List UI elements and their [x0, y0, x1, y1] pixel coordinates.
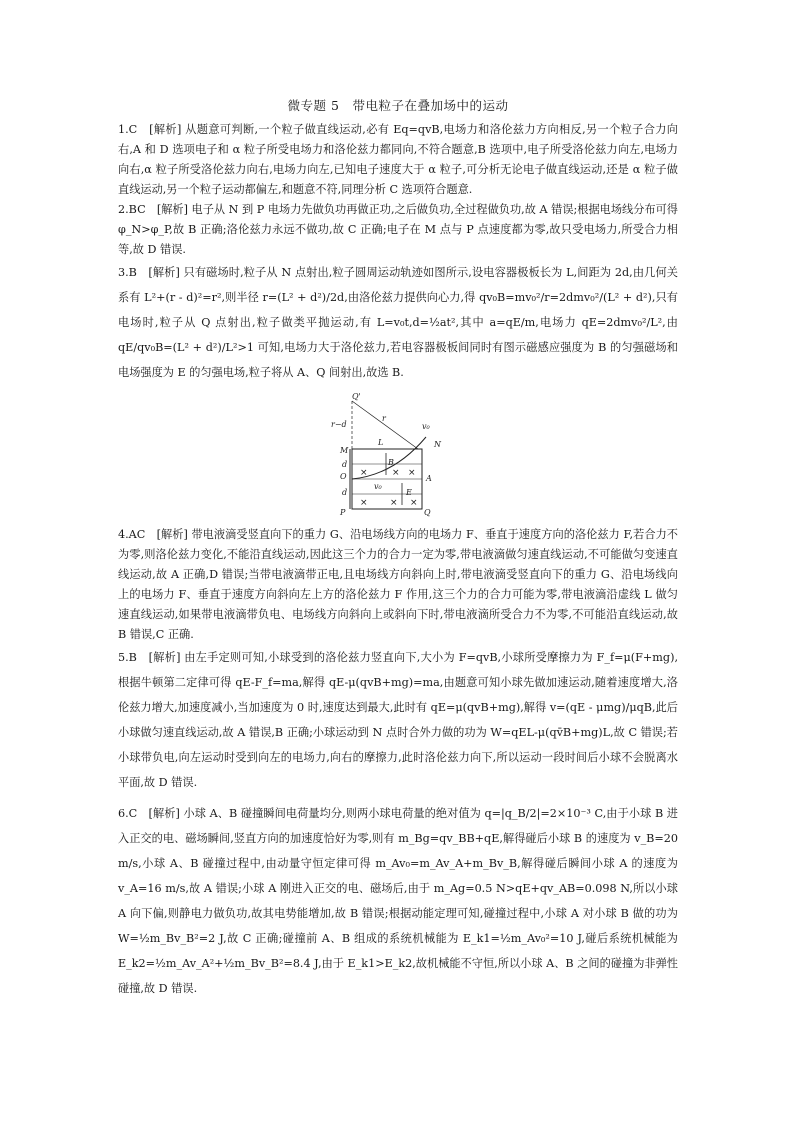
field-x-1: ×: [360, 468, 368, 478]
answer-page: [118, 96, 678, 1001]
particle-trajectory-figure: [330, 391, 440, 519]
field-x-3: ×: [408, 468, 416, 478]
answer-3: 3.B [解析] 只有磁场时,粒子从 N 点射出,粒子圆周运动轨迹如图所示,设电容器极板长为 L,间距为 2d,由几何关系有 L²+(r - d)²=r²,则半径 r=(L² + d²)/2d,由洛伦兹力提供向心力,得 qv₀B=mv₀²/r=2dmv₀²/(L² + d²),只有电场时,粒子从 Q 点射出,粒子做类平抛运动,有 L=v₀t,d=½at²,其中 a=qE/m,电场力 qE=2dmv₀²/L²,由 qE/qv₀B=(L² + d²)/L²>1 可知,电场力大于洛伦兹力,若电容器极板间同时有图示磁感应强度为 B 的匀强磁场和电场强度为 E 的匀强电场,粒子将从 A、Q 间射出,故选 B.: [118, 266, 678, 379]
label-d-upper: d: [342, 460, 348, 469]
answer-4: 4.AC [解析] 带电液滴受竖直向下的重力 G、沿电场线方向的电场力 F、垂直于速度方向的洛伦兹力 F,若合力不为零,则洛伦兹力变化,不能沿直线运动,因此这三个力的合力一定为零,带电液滴做匀速直线运动,不可能做匀变速直线运动,故 A 正确,D 错误;当带电液滴带正电,且电场线方向斜向上时,带电液滴受竖直向下的重力 G、沿电场线向上的电场力 F、垂直于速度方向斜向左上方的洛伦兹力 F 作用,这三个力的合力可能为零,带电液滴沿虚线 L 做匀速直线运动,如果带电液滴带负电、电场线方向斜向上或斜向下时,带电液滴所受合力不为零,不可能沿直线运动,故 B 错误,C 正确.: [118, 528, 678, 641]
label-l: L: [378, 438, 384, 447]
label-b: B: [388, 458, 394, 467]
label-r-minus-d: r−d: [331, 420, 347, 429]
answer-6: 6.C [解析] 小球 A、B 碰撞瞬间电荷量均分,则两小球电荷量的绝对值为 q=|q_B/2|=2×10⁻³ C,由于小球 B 进入正交的电、磁场瞬间,竖直方向的加速度恰好为零,则有 m_Bg=qv_BB+qE,解得碰后小球 B 的速度为 v_B=20 m/s,小球 A、B 碰撞过程中,由动量守恒定律可得 m_Av₀=m_Av_A+m_Bv_B,解得碰后瞬间小球 A 的速度为 v_A=16 m/s,故 A 错误;小球 A 刚进入正交的电、磁场后,由于 m_Ag=0.5 N>qE+qv_AB=0.098 N,所以小球 A 向下偏,则静电力做负功,故其电势能增加,故 B 错误;根据动能定理可知,碰撞过程中,小球 A 对小球 B 做的功为 W=½m_Bv_B²=2 J,故 C 正确;碰撞前 A、B 组成的系统机械能为 E_k1=½m_Av₀²=10 J,碰后系统机械能为 E_k2=½m_Av_A²+½m_Bv_B²=8.4 J,由于 E_k1>E_k2,故机械能不守恒,所以小球 A、B 之间的碰撞为非弹性碰撞,故 D 错误.: [118, 807, 678, 995]
field-x-4: ×: [360, 498, 368, 508]
answer-1: 1.C [解析] 从题意可判断,一个粒子做直线运动,必有 Eq=qvB,电场力和洛伦兹力方向相反,另一个粒子合力向右,A 和 D 选项电子和 α 粒子所受电场力和洛伦兹力都同向,不符合题意,B 选项中,电子所受洛伦兹力向左,电场力向右,α 粒子所受洛伦兹力向右,电场力向左,已知电子速度大于 α 粒子,可分析无论电子做直线运动,还是 α 粒子做直线运动,另一个粒子运动都偏左,和题意不符,同理分析 C 选项符合题意.: [118, 123, 678, 196]
label-e: E: [406, 488, 412, 497]
page-title: 微专题 5 带电粒子在叠加场中的运动: [287, 98, 509, 113]
label-v0: v₀: [422, 422, 430, 431]
field-x-5: ×: [390, 498, 398, 508]
label-r: r: [382, 414, 386, 423]
field-x-2: ×: [392, 468, 400, 478]
label-a: A: [426, 474, 432, 483]
label-q: Q: [424, 508, 431, 517]
radius-line: [352, 401, 418, 449]
answer-2: 2.BC [解析] 电子从 N 到 P 电场力先做负功再做正功,之后做负功,全过程做负功,故 A 错误;根据电场线分布可得 φ_N>φ_P,故 B 正确;洛伦兹力永远不做功,故 C 正确;电子在 M 点与 P 点速度都为零,故只受电场力,所受合力相等,故 D 错误.: [118, 203, 678, 256]
label-m: M: [340, 446, 349, 455]
label-q-prime: Q': [352, 392, 361, 401]
field-x-6: ×: [410, 498, 418, 508]
label-p: P: [340, 508, 346, 517]
label-v0-small: v₀: [374, 482, 382, 491]
label-n: N: [434, 440, 441, 449]
label-d-lower: d: [342, 488, 348, 497]
label-o: O: [340, 472, 347, 481]
answer-5: 5.B [解析] 由左手定则可知,小球受到的洛伦兹力竖直向下,大小为 F=qvB,小球所受摩擦力为 F_f=μ(F+mg),根据牛顿第二定律可得 qE-F_f=ma,解得 qE-μ(qvB+mg)=ma,由题意可知小球先做加速运动,随着速度增大,洛伦兹力增大,加速度减小,当加速度为 0 时,速度达到最大,此时有 qE=μ(qvB+mg),解得 v=(qE - μmg)/μqB,此后小球做匀速直线运动,故 A 错误,B 正确;小球运动到 N 点时合外力做的功为 W=qEL-μ(qv̄B+mg)L,故 C 错误;若小球带负电,向左运动时受到向左的电场力,向右的摩擦力,此时洛伦兹力向下,所以运动一段时间后小球不会脱离水平面,故 D 错误.: [118, 651, 678, 789]
